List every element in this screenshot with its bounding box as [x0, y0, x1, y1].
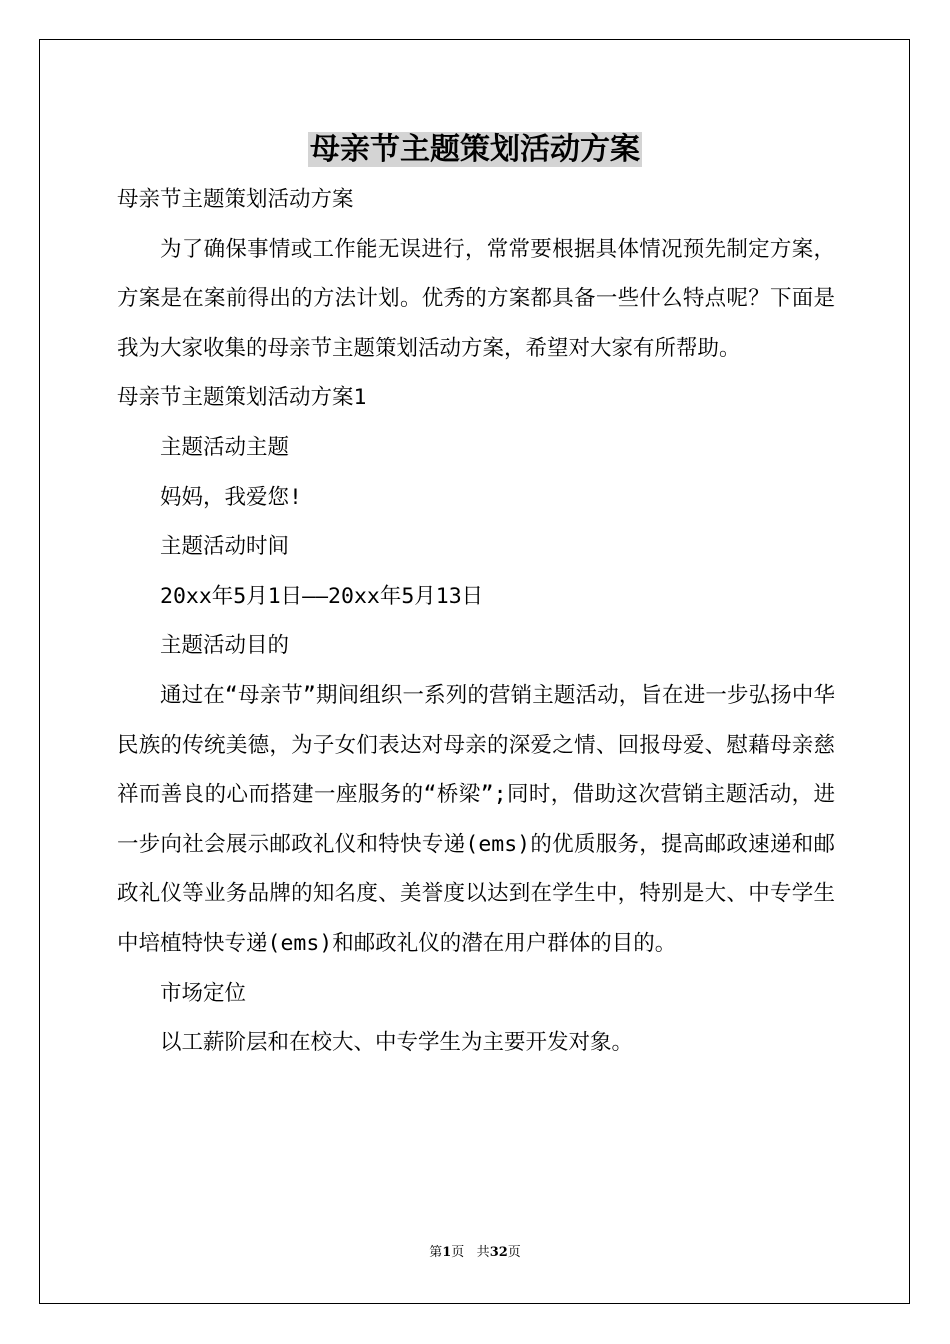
paragraph: 主题活动时间: [160, 534, 290, 560]
total-pages-prefix: 共: [476, 1245, 490, 1260]
paragraph: 母亲节主题策划活动方案: [117, 187, 354, 212]
page-number: 1: [442, 1245, 452, 1260]
document-body: [117, 175, 835, 1068]
paragraph: 母亲节主题策划活动方案1: [117, 385, 367, 411]
document-title: [0, 125, 950, 175]
paragraph: 以工薪阶层和在校大、中专学生为主要开发对象。: [160, 1030, 634, 1056]
total-pages: 32: [489, 1245, 508, 1260]
paragraph: 20xx年5月1日——20xx年5月13日: [160, 583, 484, 609]
page-number-suffix: 页: [451, 1245, 465, 1260]
paragraph: 为了确保事情或工作能无误进行，常常要根据具体情况预先制定方案，方案是在案前得出的方法计划。优秀的方案都具备一些什么特点呢？下面是我为大家收集的母亲节主题策划活动方案，希望对大家有所帮助。: [117, 236, 835, 361]
document-title-text: 母亲节主题策划活动方案: [310, 132, 640, 167]
page-number-prefix: 第: [429, 1245, 443, 1260]
paragraph: 通过在“母亲节”期间组织一系列的营销主题活动，旨在进一步弘扬中华民族的传统美德，为子女们表达对母亲的深爱之情、回报母爱、慰藉母亲慈祥而善良的心而搭建一座服务的“桥梁”;同时，借助这次营销主题活动，进一步向社会展示邮政礼仪和特快专递(ems)的优质服务，提高邮政速递和邮政礼仪等业务品牌的知名度、美誉度以达到在学生中，特别是大、中专学生中培植特快专递(ems)和邮政礼仪的潜在用户群体的目的。: [117, 682, 835, 956]
paragraph: 市场定位: [160, 980, 247, 1006]
page-footer: [0, 1243, 950, 1263]
total-pages-suffix: 页: [507, 1245, 521, 1260]
paragraph: 主题活动主题: [160, 434, 290, 460]
paragraph: 主题活动目的: [160, 633, 290, 659]
paragraph: 妈妈，我爱您!: [160, 484, 302, 510]
